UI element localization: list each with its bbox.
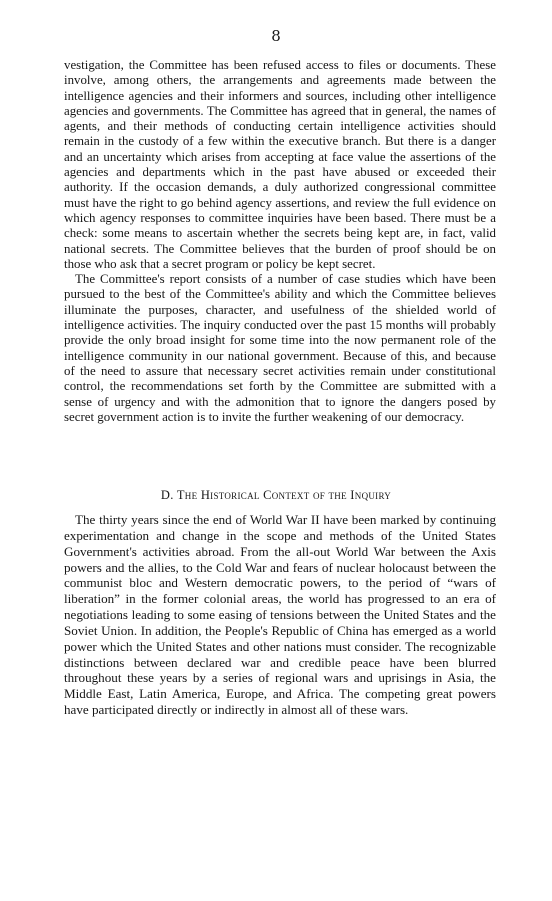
body-text-lower <box>64 512 496 718</box>
body-text-upper <box>64 58 496 425</box>
paragraph-continued-investigation: vestigation, the Committee has been refused access to files or documents. These involve, among others, the arrangements and agreements made between the intelligence agencies and their informers and sources, including other intelligence agencies and governments. The Committee has agreed that in general, the names of agents, and their methods of conducting certain intelligence activities should remain in the custody of a few within the executive branch. But there is a danger and an uncertainty which arises from accepting at face value the assertions of the agencies and departments which in the past have abused or exceeded their authority. If the occasion demands, a duly authorized congressional committee must have the right to go behind agency assertions, and review the full evidence on which agency responses to committee inquiries have been based. There must be a check: some means to ascertain whether the secrets being kept are, in fact, valid national secrets. The Committee believes that the burden of proof should be on those who ask that a secret program or policy be kept secret. <box>64 58 496 271</box>
paragraph-committee-report: The Committee's report consists of a number of case studies which have been pursued to the best of the Committee's ability and which the Committee believes illuminate the purposes, character, and usefulness of the shielded world of intelligence activities. The inquiry conducted over the past 15 months will probably provide the only broad insight for some time into the now permanent role of the intelligence community in our national government. Because of this, and because of the need to assure that necessary secret activities remain under constitutional control, the recommendations set forth by the Committee are submitted with a sense of urgency and with the admonition that to ignore the dangers posed by secret government action is to invite the further weakening of our democracy. <box>64 272 496 424</box>
page-number: 8 <box>271 27 281 45</box>
section-heading-text: D. The Historical Context of the Inquiry <box>160 488 392 502</box>
paragraph-historical-context: The thirty years since the end of World War II have been marked by continuing experimentation and change in the scope and methods of the United States Government's activities abroad. From the all-out World War between the Axis powers and the allies, to the Cold War and fears of nuclear holocaust between the communist bloc and Western democratic powers, to the period of “wars of liberation” in the former colonial areas, the world has progressed to an era of negotiations leading to some easing of tensions between the United States and the Soviet Union. In addition, the People's Republic of China has emerged as a world power which the United States and other nations must consider. The recognizable distinctions between declared war and credible peace have been blurred throughout these years by a series of regional wars and uprisings in Asia, the Middle East, Latin America, Europe, and Africa. The competing great powers have participated directly or indirectly in almost all of these wars. <box>64 512 496 718</box>
section-heading <box>0 488 552 503</box>
